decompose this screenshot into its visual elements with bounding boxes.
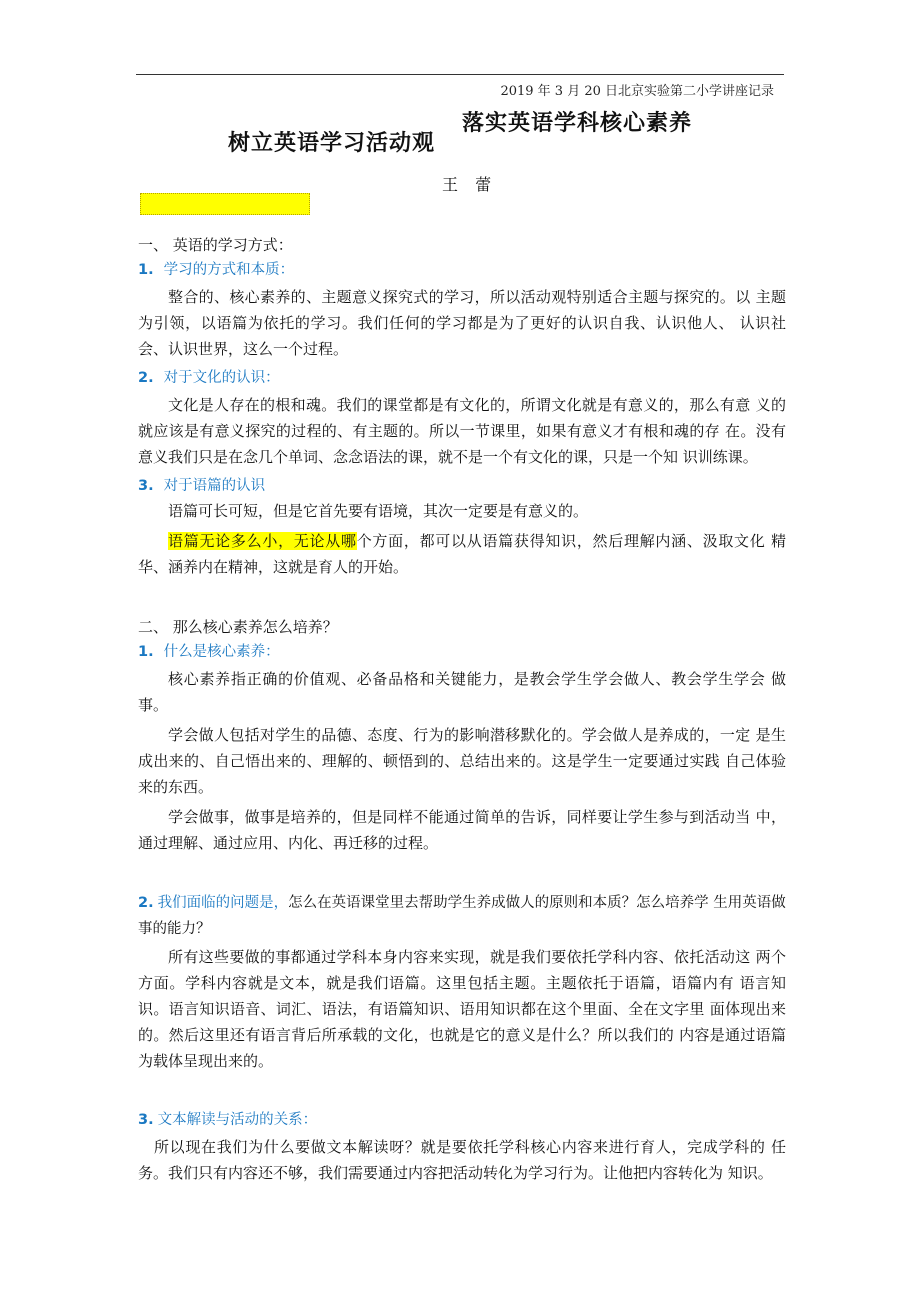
subheading-title: 文本解读与活动的关系： xyxy=(157,1112,318,1128)
document-title: 落实英语学科核心素养 xyxy=(462,111,693,136)
subheading-title: 学习的方式和本质： xyxy=(163,262,295,278)
highlighted-paragraph xyxy=(138,528,786,580)
subheading-number: 3. xyxy=(138,1112,154,1128)
subheading-title: 什么是核心素养： xyxy=(163,644,280,660)
paragraph: 学会做人包括对学生的品德、态度、行为的影响潜移默化的。学会做人是养成的，一定 是生成出来的、自己悟出来的、理解的、顿悟到的、总结出来的。这是学生一定要通过实践 自己体验来的东西。 xyxy=(138,726,786,796)
subheading-1-2 xyxy=(138,366,786,390)
subheading-2-3 xyxy=(138,1108,786,1132)
paragraph: 文化是人存在的根和魂。我们的课堂都是有文化的，所谓文化就是有意义的，那么有意 义的就应该是有意义探究的过程的、有主题的。所以一节课里，如果有意义才有根和魂的存 在。没有意义我们只是在念几个单词、念念语法的课，就不是一个有文化的课，只是一个知 识训练课。 xyxy=(138,396,786,466)
paragraph: 整合的、核心素养的、主题意义探究式的学习，所以活动观特别适合主题与探究的。以 主题为引领，以语篇为依托的学习。我们任何的学习都是为了更好的认识自我、认识他人、 认识社会、认识世界，这么一个过程。 xyxy=(138,288,786,358)
subheading-number: 2. xyxy=(138,370,154,386)
subheading-2-1 xyxy=(138,640,786,664)
subheading-1-1 xyxy=(138,258,786,282)
paragraph: 核心素养指正确的价值观、必备品格和关键能力，是教会学生学会做人、教会学生学会 做事。 xyxy=(138,670,786,714)
section-heading-1: 一、 英语的学习方式： xyxy=(138,236,293,254)
paragraph: 所有这些要做的事都通过学科本身内容来实现，就是我们要依托学科内容、依托活动这 两个方面。学科内容就是文本，就是我们语篇。这里包括主题。主题依托于语篇，语篇内有 语言知识。语言知识语音、词汇、语法，有语篇知识、语用知识都在这个里面、全在文字里 面体现出来的。然后这里还有语言背后所承载的文化，也就是它的意义是什么？所以我们的 内容是通过语篇为载体呈现出来的。 xyxy=(138,948,786,1070)
document-subtitle: 树立英语学习活动观 xyxy=(228,131,436,156)
paragraph: 学会做事，做事是培养的，但是同样不能通过简单的告诉，同样要让学生参与到活动当 中，通过理解、通过应用、内化、再迁移的过程。 xyxy=(138,808,786,852)
subheading-title: 我们面临的问题是， xyxy=(157,895,289,911)
subheading-number: 1. xyxy=(138,262,154,278)
subheading-number: 1. xyxy=(138,644,154,660)
paragraph-rest: 个方面，都可以从语篇获得知识，然后理解内涵、汲取文化 精华、涵养内在精神，这就是育人的开始。 xyxy=(138,532,786,576)
section-heading-2: 二、 那么核心素养怎么培养？ xyxy=(138,618,338,636)
subheading-number: 2. xyxy=(138,895,154,911)
subheading-title: 对于语篇的认识 xyxy=(163,478,266,494)
document-body xyxy=(138,232,786,1190)
paragraph: 语篇可长可短，但是它首先要有语境，其次一定要是有意义的。 xyxy=(168,502,589,520)
subheading-2-2 xyxy=(138,890,786,942)
header-rule xyxy=(136,74,784,75)
subheading-1-3 xyxy=(138,474,786,498)
subheading-title: 对于文化的认识： xyxy=(163,370,280,386)
header-note: 2019 年 3 月 20 日北京实验第二小学讲座记录 xyxy=(500,84,774,99)
highlighted-text: 语篇无论多么小，无论从哪 xyxy=(168,532,357,550)
highlight-box xyxy=(140,193,310,215)
author-name: 王 蕾 xyxy=(442,175,498,194)
paragraph: 所以现在我们为什么要做文本解读呀？就是要依托学科核心内容来进行育人，完成学科的 任务。我们只有内容还不够，我们需要通过内容把活动转化为学习行为。让他把内容转化为 知识。 xyxy=(138,1138,786,1182)
subheading-number: 3. xyxy=(138,478,154,494)
subheading-question: 怎么在英语课堂里去帮助学生养成做人的原则和本质？怎么培养学 生用英语做事的能力？ xyxy=(138,895,786,937)
